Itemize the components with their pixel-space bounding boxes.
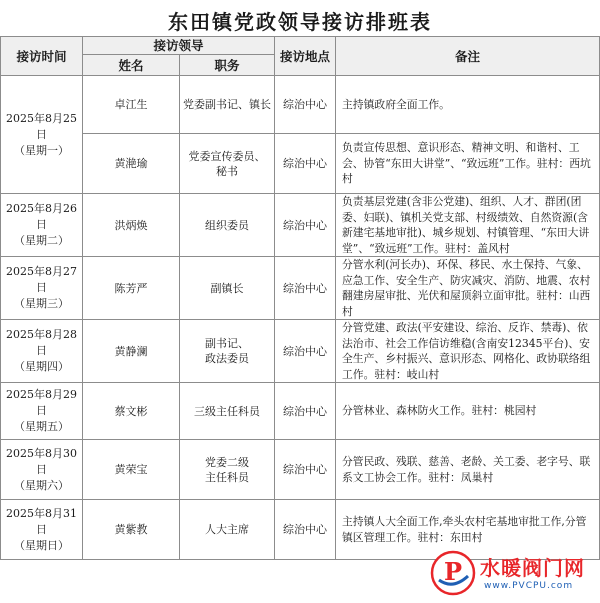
table-row: [1, 440, 600, 500]
date-text: 2025年8月27日: [6, 265, 77, 294]
date-cell: [1, 76, 83, 194]
name-cell: 黄滟瑜: [83, 134, 180, 194]
position-cell: [180, 440, 275, 500]
note-cell: 负责基层党建(含非公党建)、组织、人才、群团(团委、妇联)、镇机关党支部、村级绩效、自然资源(含新建宅基地审批)、城乡规划、村镇管理、“东田大讲堂”、“致远班”工作。驻村：盖风村: [336, 194, 600, 257]
position-line: 政法委员: [205, 352, 249, 365]
date-text: 2025年8月25日: [6, 111, 77, 141]
header-location: 接访地点: [275, 37, 336, 76]
table-row: [1, 134, 600, 194]
note-cell: 分管林业、森林防火工作。驻村：桃园村: [336, 383, 600, 440]
date-cell: [1, 194, 83, 257]
location-cell: 综治中心: [275, 134, 336, 194]
name-cell: 蔡文彬: [83, 383, 180, 440]
weekday-text: （星期日）: [14, 538, 69, 552]
position-line: 党委宣传委员、: [188, 149, 266, 163]
note-cell: 主持镇人大全面工作,牵头农村宅基地审批工作,分管镇区管理工作。驻村：东田村: [336, 500, 600, 560]
location-cell: 综治中心: [275, 76, 336, 134]
position-cell: [180, 320, 275, 383]
site-watermark: [430, 548, 600, 603]
schedule-table: [0, 36, 600, 560]
table-row: [1, 76, 600, 134]
position-cell: 三级主任科员: [180, 383, 275, 440]
table-row: [1, 383, 600, 440]
date-text: 2025年8月29日: [6, 388, 77, 417]
weekday-text: （星期二）: [14, 234, 69, 247]
site-url: www.PVCPU.com: [484, 581, 574, 591]
location-cell: 综治中心: [275, 320, 336, 383]
location-cell: 综治中心: [275, 440, 336, 500]
page-title: 东田镇党政领导接访排班表: [168, 10, 432, 34]
table-row: [1, 320, 600, 383]
weekday-text: （星期六）: [14, 478, 69, 492]
note-cell: 主持镇政府全面工作。: [336, 76, 600, 134]
header-leader: 接访领导: [83, 37, 275, 55]
note-cell: 分管党建、政法(平安建设、综治、反诈、禁毒)、依法治市、社会工作信访维稳(含南安12345平台)、安全生产、乡村振兴、意识形态、网格化、政协联络组工作。驻村：岐山村: [336, 320, 600, 383]
date-cell: [1, 383, 83, 440]
header-position: 职务: [180, 55, 275, 76]
position-line: 副书记、: [205, 337, 249, 350]
location-cell: 综治中心: [275, 500, 336, 560]
header-time: 接访时间: [1, 37, 83, 76]
date-text: 2025年8月30日: [6, 446, 77, 476]
note-cell: 负责宣传思想、意识形态、精神文明、和谐村、工会、协管“东田大讲堂”、“致远班”工作。驻村：西坑村: [336, 134, 600, 194]
site-logo-letter: P: [443, 557, 463, 586]
note-cell: 分管水利(河长办)、环保、移民、水土保持、气象、应急工作、安全生产、防灾减灾、消防、地震、农村翻建房屋审批、光伏和屋顶斜立面审批。驻村：山西村: [336, 257, 600, 320]
name-cell: 黄紫教: [83, 500, 180, 560]
name-cell: 卓江生: [83, 76, 180, 134]
date-cell: [1, 320, 83, 383]
weekday-text: （星期四）: [14, 360, 69, 373]
site-logo-icon: [430, 550, 476, 596]
date-text: 2025年8月28日: [6, 328, 77, 357]
header-name: 姓名: [83, 55, 180, 76]
location-cell: 综治中心: [275, 383, 336, 440]
name-cell: 黄静澜: [83, 320, 180, 383]
weekday-text: （星期五）: [14, 420, 69, 433]
name-cell: 陈芳严: [83, 257, 180, 320]
site-title: 水暖阀门网: [480, 556, 585, 580]
table-row: [1, 194, 600, 257]
date-text: 2025年8月31日: [6, 506, 77, 536]
position-line: 主任科员: [205, 470, 249, 484]
position-line: 秘书: [216, 164, 238, 178]
note-cell: 分管民政、残联、慈善、老龄、关工委、老字号、联系文工协会工作。驻村：凤巢村: [336, 440, 600, 500]
position-cell: 人大主席: [180, 500, 275, 560]
header-notes: 备注: [336, 37, 600, 76]
location-cell: 综治中心: [275, 194, 336, 257]
position-cell: 党委副书记、镇长: [180, 76, 275, 134]
name-cell: 黄荣宝: [83, 440, 180, 500]
location-cell: 综治中心: [275, 257, 336, 320]
name-cell: 洪炳焕: [83, 194, 180, 257]
position-cell: 副镇长: [180, 257, 275, 320]
position-cell: [180, 134, 275, 194]
table-row: [1, 257, 600, 320]
date-cell: [1, 500, 83, 560]
date-text: 2025年8月26日: [6, 202, 77, 231]
weekday-text: （星期一）: [14, 143, 69, 157]
date-cell: [1, 440, 83, 500]
date-cell: [1, 257, 83, 320]
position-line: 党委二级: [205, 455, 249, 469]
position-cell: 组织委员: [180, 194, 275, 257]
weekday-text: （星期三）: [14, 297, 69, 310]
